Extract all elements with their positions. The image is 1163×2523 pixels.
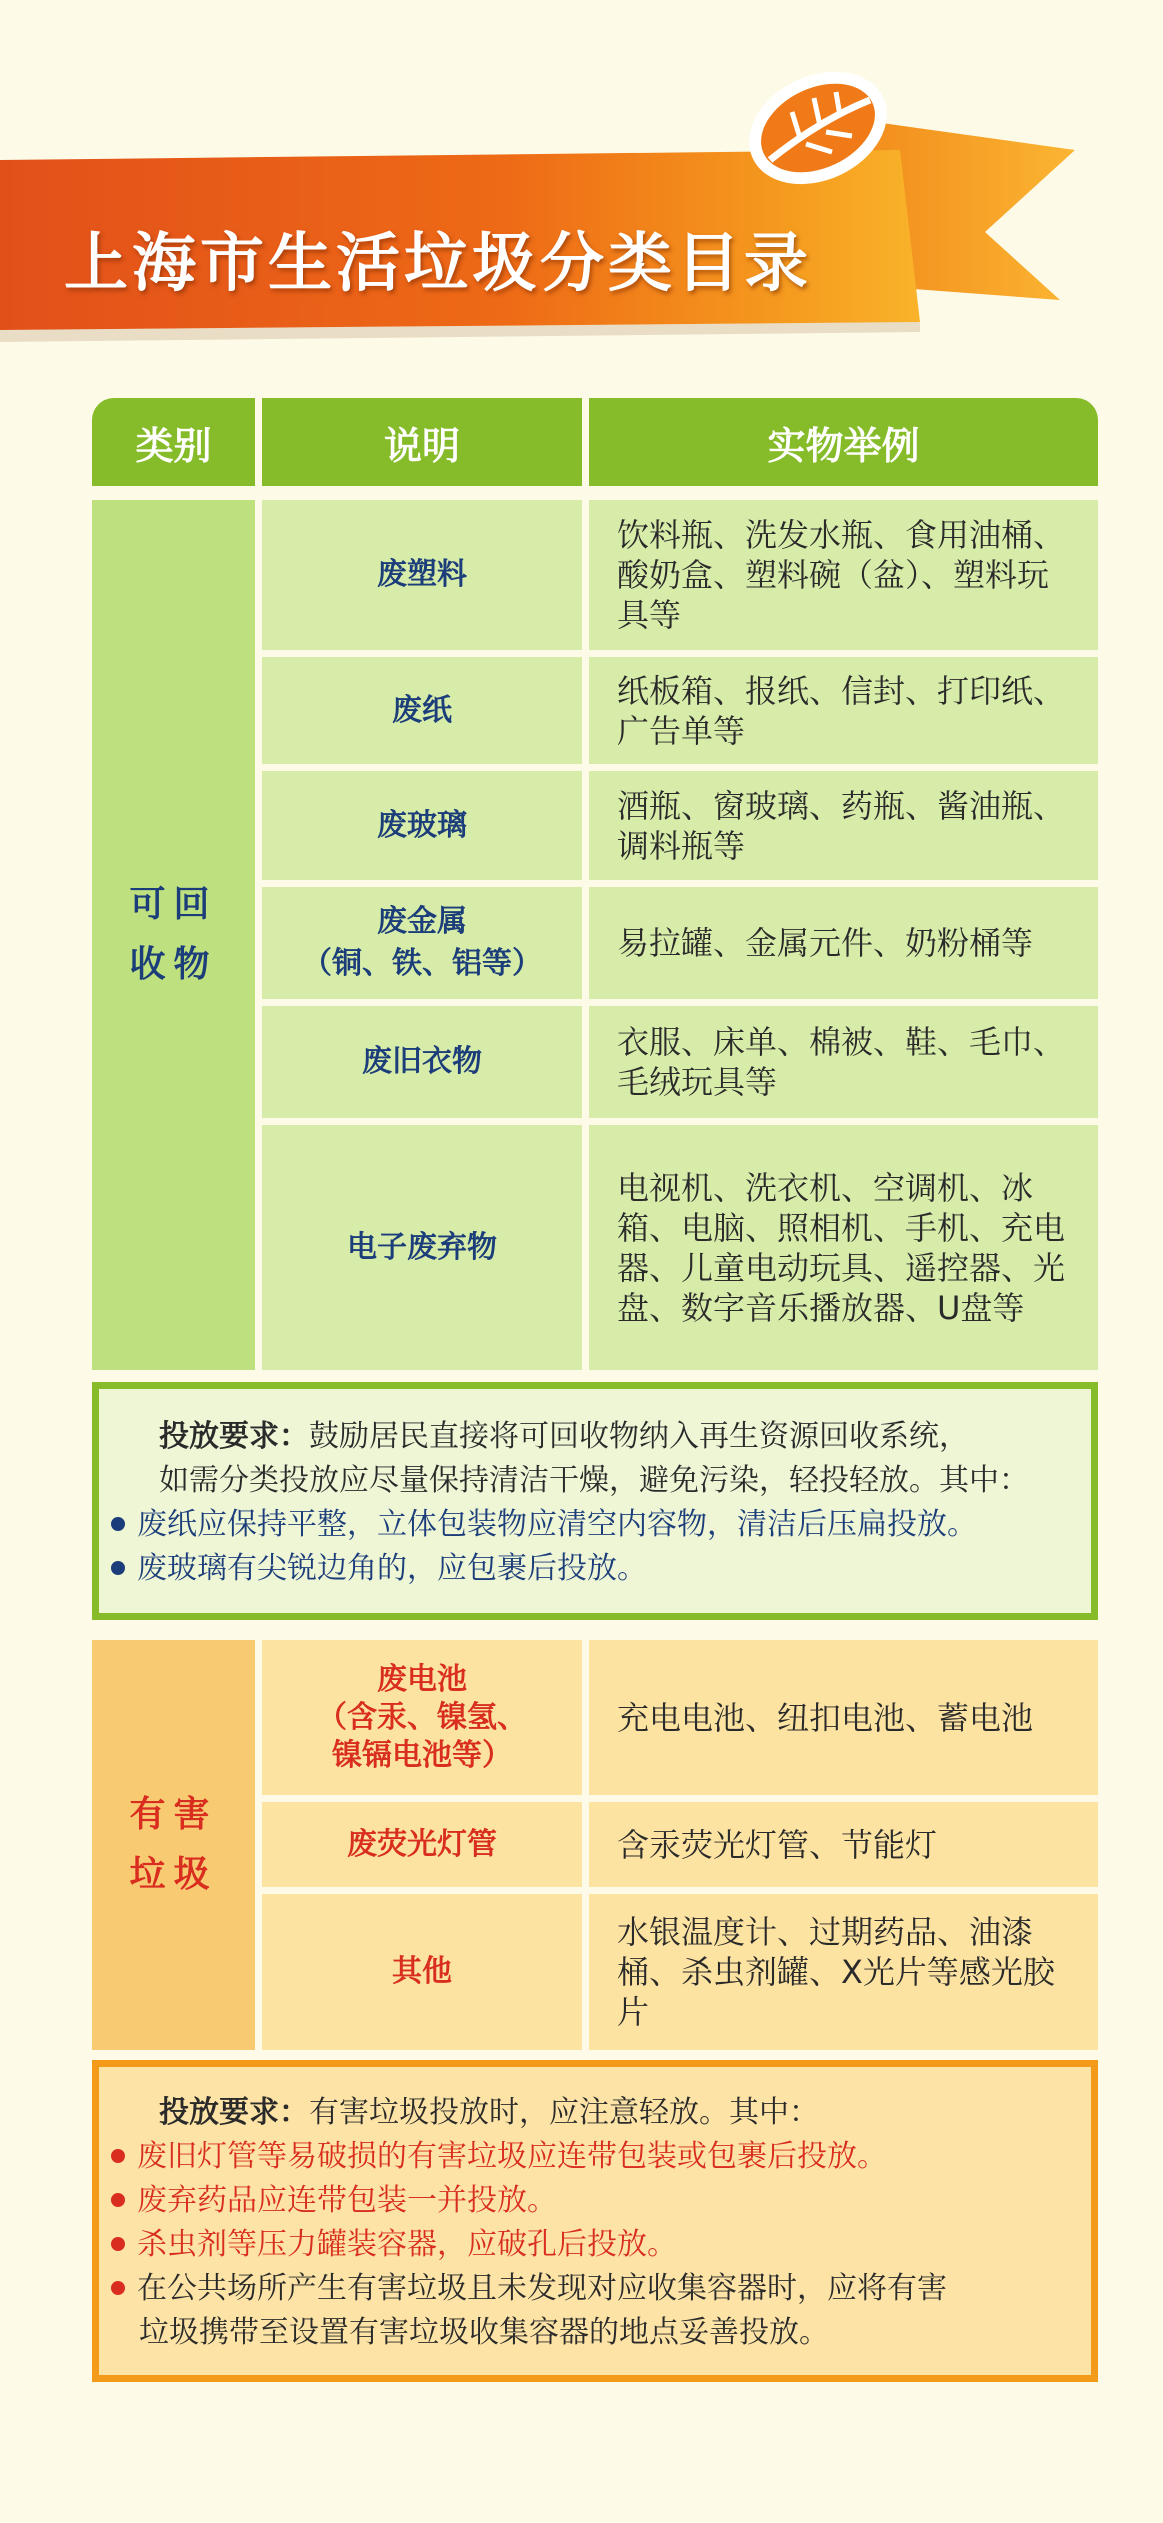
examples-fluorescent xyxy=(589,1802,1098,1887)
header-category-label: 类别 xyxy=(135,423,212,468)
recyclable-requirements xyxy=(92,1382,1098,1620)
type-other xyxy=(262,1894,582,2050)
examples-battery xyxy=(589,1640,1098,1795)
type-glass-label: 废玻璃 xyxy=(377,807,467,843)
type-metal-label: 废金属 xyxy=(377,904,467,939)
recyclable-req-intro1: 鼓励居民直接将可回收物纳入再生资源回收系统， xyxy=(309,1419,969,1454)
header-description xyxy=(262,398,582,486)
type-battery-label: 废电池 xyxy=(377,1661,467,1697)
examples-paper-text: 纸板箱、报纸、信封、打印纸、广告单等 xyxy=(617,671,1066,750)
hazardous-req-bullet xyxy=(139,2179,1071,2223)
bullet-icon xyxy=(111,1517,125,1531)
examples-metal-text: 易拉罐、金属元件、奶粉桶等 xyxy=(617,924,1034,962)
examples-fluorescent-text: 含汞荧光灯管、节能灯 xyxy=(617,1825,938,1864)
hazardous-req-bullet-text: 废旧灯管等易破损的有害垃圾应连带包装或包裹后投放。 xyxy=(137,2139,887,2174)
recyclable-req-bullet-text: 废玻璃有尖锐边角的，应包裹后投放。 xyxy=(137,1551,647,1586)
category-hazardous-line2: 垃圾 xyxy=(129,1854,218,1895)
examples-paper xyxy=(589,657,1098,764)
type-paper xyxy=(262,657,582,764)
hazardous-requirements xyxy=(92,2060,1098,2382)
recyclable-req-bullet xyxy=(139,1503,1071,1547)
type-metal-sub: （铜、铁、铝等） xyxy=(302,946,542,981)
type-plastic xyxy=(262,500,582,650)
hazardous-req-bullet-text: 在公共场所产生有害垃圾且未发现对应收集容器时，应将有害 xyxy=(137,2271,947,2306)
hazardous-req-bullet-text: 杀虫剂等压力罐装容器，应破孔后投放。 xyxy=(137,2227,677,2262)
header-examples xyxy=(589,398,1098,486)
category-hazardous xyxy=(92,1640,255,2050)
hazardous-req-bullet xyxy=(139,2223,1071,2267)
type-electronics-label: 电子废弃物 xyxy=(347,1229,497,1265)
examples-glass xyxy=(589,771,1098,880)
recyclable-req-bullet xyxy=(139,1547,1071,1591)
examples-electronics xyxy=(589,1125,1098,1370)
recyclable-req-label: 投放要求： xyxy=(159,1419,309,1454)
type-glass xyxy=(262,771,582,880)
type-battery-sub2: 镍镉电池等） xyxy=(332,1737,512,1773)
hazardous-req-continuation: 垃圾携带至设置有害垃圾收集容器的地点妥善投放。 xyxy=(139,2315,829,2350)
bullet-icon xyxy=(111,2237,125,2251)
type-electronics xyxy=(262,1125,582,1370)
type-clothes xyxy=(262,1006,582,1118)
page-title: 上海市生活垃圾分类目录 xyxy=(64,227,812,301)
title-banner xyxy=(0,0,1163,360)
type-metal xyxy=(262,887,582,999)
bullet-icon xyxy=(111,2193,125,2207)
examples-plastic xyxy=(589,500,1098,650)
bullet-icon xyxy=(111,2149,125,2163)
type-battery-sub1: （含汞、镍氢、 xyxy=(317,1699,527,1735)
category-recyclable xyxy=(92,500,255,1370)
examples-clothes xyxy=(589,1006,1098,1118)
bullet-icon xyxy=(111,2281,125,2295)
examples-plastic-text: 饮料瓶、洗发水瓶、食用油桶、酸奶盒、塑料碗（盆）、塑料玩具等 xyxy=(617,516,1066,634)
type-fluorescent xyxy=(262,1802,582,1887)
examples-clothes-text: 衣服、床单、棉被、鞋、毛巾、毛绒玩具等 xyxy=(617,1023,1066,1101)
examples-other xyxy=(589,1894,1098,2050)
type-clothes-label: 废旧衣物 xyxy=(362,1044,482,1079)
header-examples-label: 实物举例 xyxy=(767,423,920,468)
type-battery xyxy=(262,1640,582,1795)
category-hazardous-line1: 有害 xyxy=(129,1794,218,1835)
bullet-icon xyxy=(111,1561,125,1575)
hazardous-req-intro: 有害垃圾投放时，应注意轻放。其中： xyxy=(309,2095,819,2130)
recyclable-req-bullet-text: 废纸应保持平整，立体包装物应清空内容物，清洁后压扁投放。 xyxy=(137,1507,977,1542)
hazardous-req-bullet xyxy=(139,2267,1071,2311)
type-other-label: 其他 xyxy=(392,1954,452,1989)
category-recyclable-line2: 收物 xyxy=(129,944,218,985)
header-description-label: 说明 xyxy=(383,423,460,468)
recyclable-req-intro2: 如需分类投放应尽量保持清洁干燥，避免污染，轻投轻放。其中： xyxy=(159,1463,1029,1498)
examples-metal xyxy=(589,887,1098,999)
examples-electronics-text: 电视机、洗衣机、空调机、冰箱、电脑、照相机、手机、充电器、儿童电动玩具、遥控器、光盘、数字音乐播放器、U盘等 xyxy=(617,1168,1066,1327)
header-category xyxy=(92,398,255,486)
type-plastic-label: 废塑料 xyxy=(377,557,467,592)
examples-glass-text: 酒瓶、窗玻璃、药瓶、酱油瓶、调料瓶等 xyxy=(617,786,1066,865)
ribbon-graphic xyxy=(0,0,1163,360)
examples-battery-text: 充电电池、纽扣电池、蓄电池 xyxy=(617,1698,1034,1737)
type-paper-label: 废纸 xyxy=(392,692,452,728)
hazardous-req-bullet xyxy=(139,2135,1071,2179)
category-recyclable-line1: 可回 xyxy=(129,884,218,925)
hazardous-req-label: 投放要求： xyxy=(159,2095,309,2130)
examples-other-text: 水银温度计、过期药品、油漆桶、杀虫剂罐、X光片等感光胶片 xyxy=(617,1913,1055,2031)
hazardous-req-bullet-text: 废弃药品应连带包装一并投放。 xyxy=(137,2183,557,2218)
type-fluorescent-label: 废荧光灯管 xyxy=(347,1826,497,1862)
